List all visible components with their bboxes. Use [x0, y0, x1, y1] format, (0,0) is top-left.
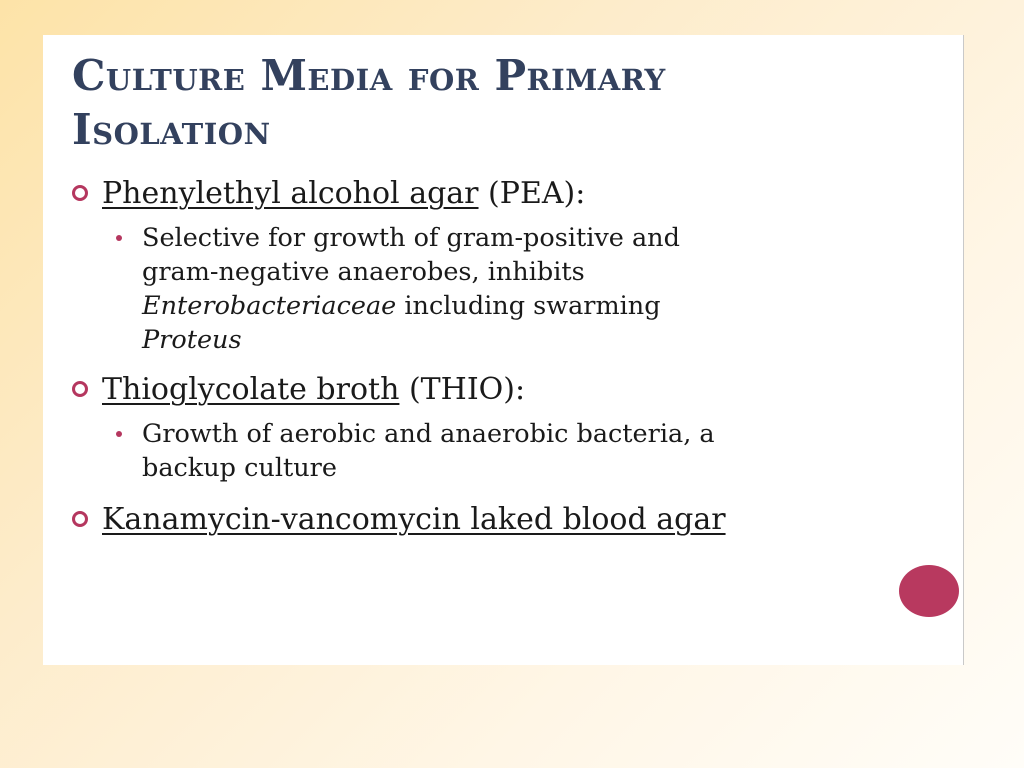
dot-bullet-icon: [116, 431, 122, 437]
sub-text-line: Growth of aerobic and anaerobic bacteria, a: [142, 419, 715, 449]
medium-name: Phenylethyl alcohol agar: [102, 176, 479, 211]
dot-bullet-icon: [116, 235, 122, 241]
sub-text-line: including swarming: [396, 291, 661, 321]
ring-bullet-icon: [72, 185, 88, 201]
medium-abbreviation: (THIO):: [399, 372, 526, 407]
decorative-circle-icon: [899, 565, 959, 617]
sub-text-italic: Enterobacteriaceae: [142, 291, 397, 321]
medium-abbreviation: (PEA):: [478, 176, 586, 211]
slide-title: [72, 49, 666, 157]
bullet-item-pea: [72, 175, 932, 213]
sub-text-line: gram-negative anaerobes, inhibits: [142, 257, 585, 287]
sub-text-italic: Proteus: [142, 325, 242, 355]
medium-name: Thioglycolate broth: [102, 372, 400, 407]
bullet-list: [72, 175, 932, 539]
ring-bullet-icon: [72, 511, 88, 527]
sub-text-line: backup culture: [142, 453, 337, 483]
slide-edge-divider: [963, 35, 964, 665]
sub-bullet-pea: [72, 221, 932, 357]
sub-text-line: Selective for growth of gram-positive and: [142, 223, 680, 253]
bullet-item-thio: [72, 371, 932, 409]
slide-title-line-1: Culture Media for Primary: [72, 51, 666, 100]
bullet-item-kv-agar: [72, 501, 932, 539]
ring-bullet-icon: [72, 381, 88, 397]
sub-bullet-thio: [72, 417, 932, 485]
slide: [43, 35, 964, 665]
slide-title-line-2: Isolation: [72, 105, 271, 154]
medium-name: Kanamycin-vancomycin laked blood agar: [102, 502, 726, 537]
